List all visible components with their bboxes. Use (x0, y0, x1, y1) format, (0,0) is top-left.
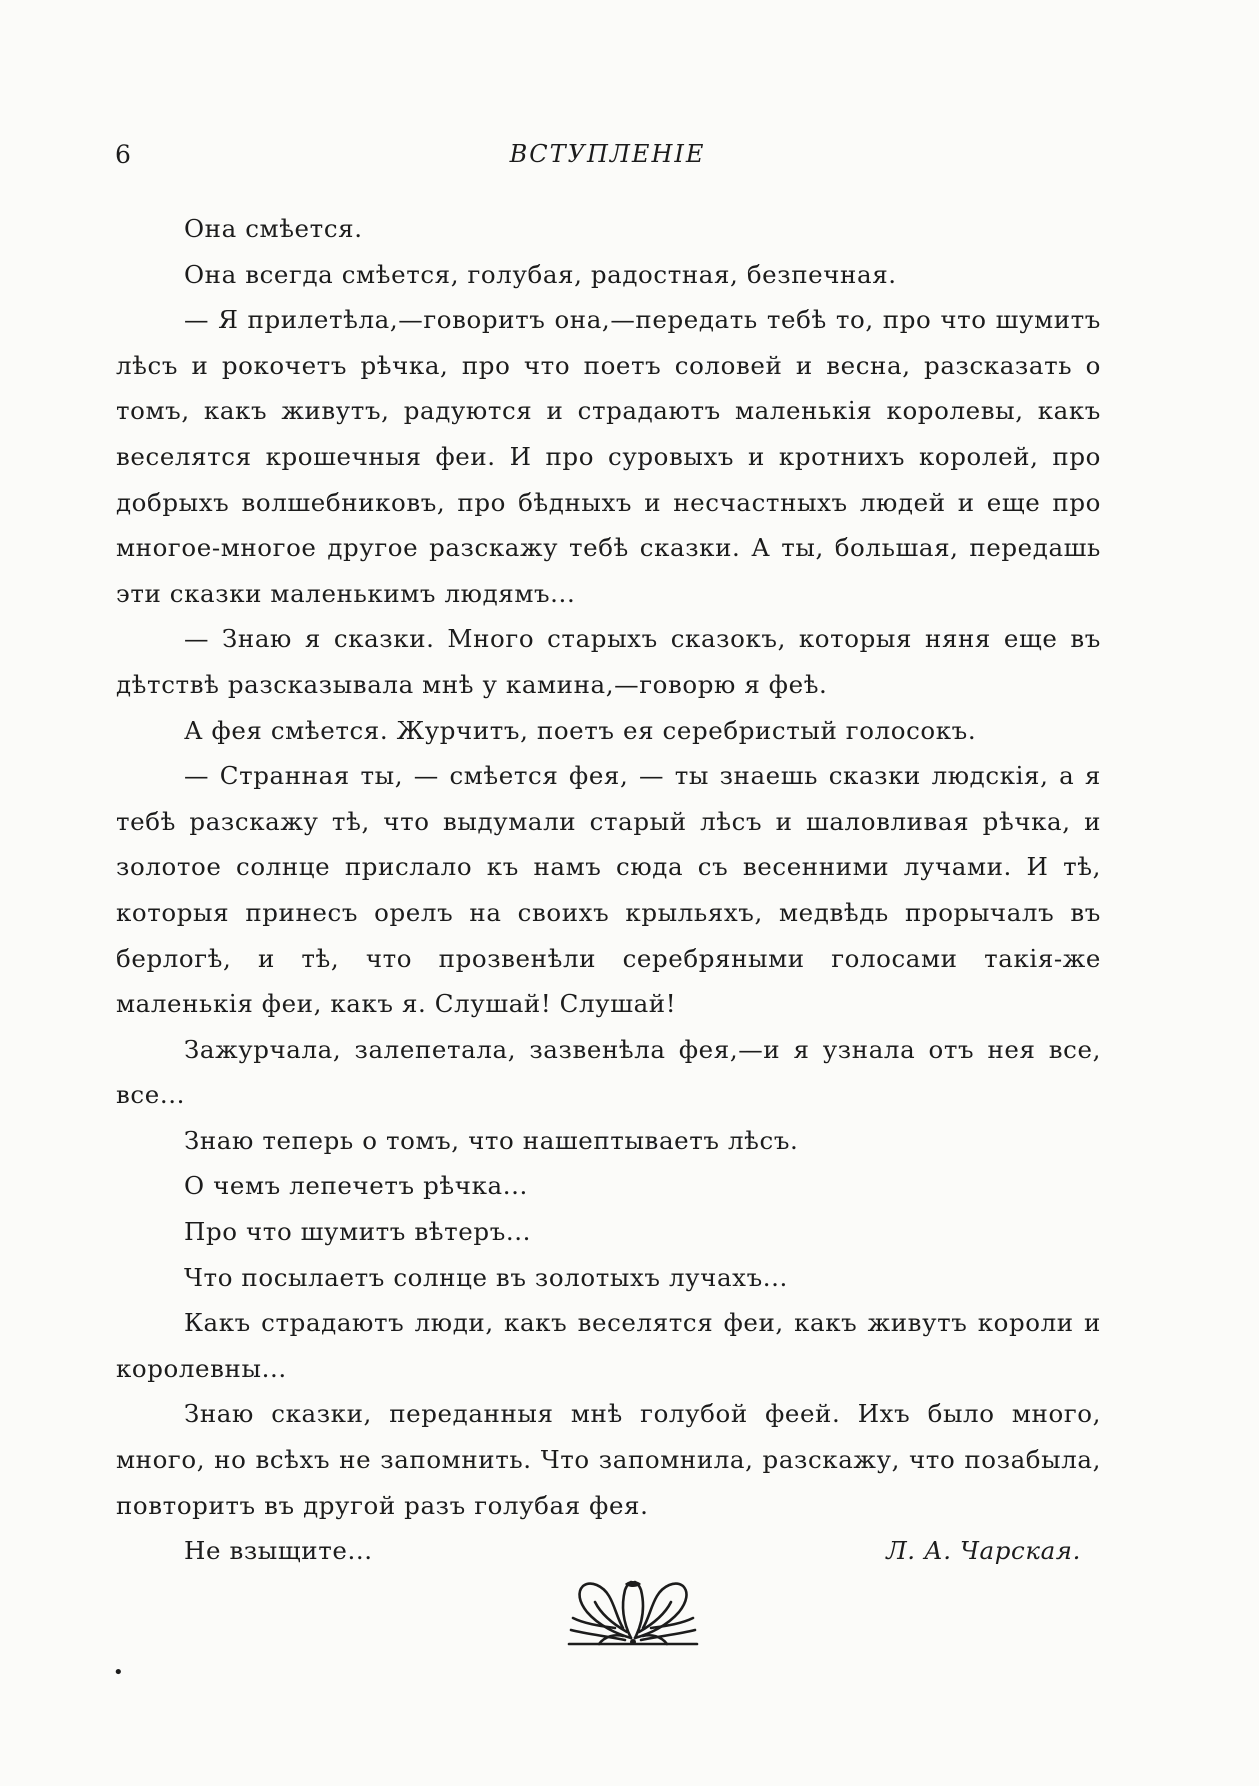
paragraph: — Знаю я сказки. Много старыхъ сказокъ, которыя няня еще въ дѣтствѣ разсказывала мнѣ у камина,—говорю я феѣ. (116, 624, 1101, 699)
paragraph: Что посылаетъ солнце въ золотыхъ лучахъ... (184, 1262, 788, 1292)
paragraph: Знаю сказки, переданныя мнѣ голубой феей. Ихъ было много, много, но всѣхъ не запомнить. Что запомнила, разскажу, что позабыла, повторитъ въ другой разъ голубая фея. (116, 1399, 1101, 1520)
paragraph: Зажурчала, залепетала, зазвенѣла фея,—и я узнала отъ нея все, все... (116, 1034, 1101, 1110)
author-signature: Л. А. Чарская. (886, 1536, 1081, 1566)
floral-tailpiece-icon (565, 1578, 701, 1650)
page-header (115, 140, 1100, 180)
paragraph: Про что шумитъ вѣтеръ... (184, 1217, 532, 1247)
paragraph: Какъ страдаютъ люди, какъ веселятся феи, какъ живутъ короли и королевны... (116, 1308, 1101, 1383)
page-number: 6 (115, 140, 132, 169)
closing-text: Не взыщите... (184, 1536, 373, 1566)
paragraph: — Странная ты, — смѣется фея, — ты знаешь сказки людскія, а я тебѣ разскажу тѣ, что выдумали старый лѣсъ и шаловливая рѣчка, и золотое солнце прислало къ намъ сюда съ весенними лучами. И тѣ, которыя принесъ орелъ на своихъ крыльяхъ, медвѣдь прорычалъ въ берлогѣ, и тѣ, что прозвенѣли серебряными голосами такія-же маленькія феи, какъ я. Слушай! Слушай! (116, 761, 1101, 1019)
paragraph: — Я прилетѣла,—говоритъ она,—передать тебѣ то, про что шумитъ лѣсъ и рокочетъ рѣчка, про что поетъ соловей и весна, разсказать о томъ, какъ живутъ, радуются и страдаютъ маленькія королевы, какъ веселятся крошечныя феи. И про суровыхъ и кротнихъ королей, про добрыхъ волшебниковъ, про бѣдныхъ и несчастныхъ людей и еще про многое-многое другое разскажу тебѣ сказки. А ты, большая, передашь эти сказки маленькимъ людямъ... (116, 305, 1101, 608)
paragraph: Она смѣется. (184, 214, 363, 243)
body-text (116, 206, 1101, 1574)
paragraph: Она всегда смѣется, голубая, радостная, безпечная. (184, 259, 897, 289)
closing-line (116, 1528, 1101, 1574)
paragraph: О чемъ лепечетъ рѣчка... (184, 1171, 528, 1201)
stray-ink-mark: • (113, 1662, 124, 1683)
paragraph: А фея смѣется. Журчитъ, поетъ ея серебристый голосокъ. (184, 715, 977, 745)
paragraph: Знаю теперь о томъ, что нашептываетъ лѣсъ. (184, 1125, 799, 1155)
running-title: ВСТУПЛЕНІЕ (509, 140, 706, 168)
